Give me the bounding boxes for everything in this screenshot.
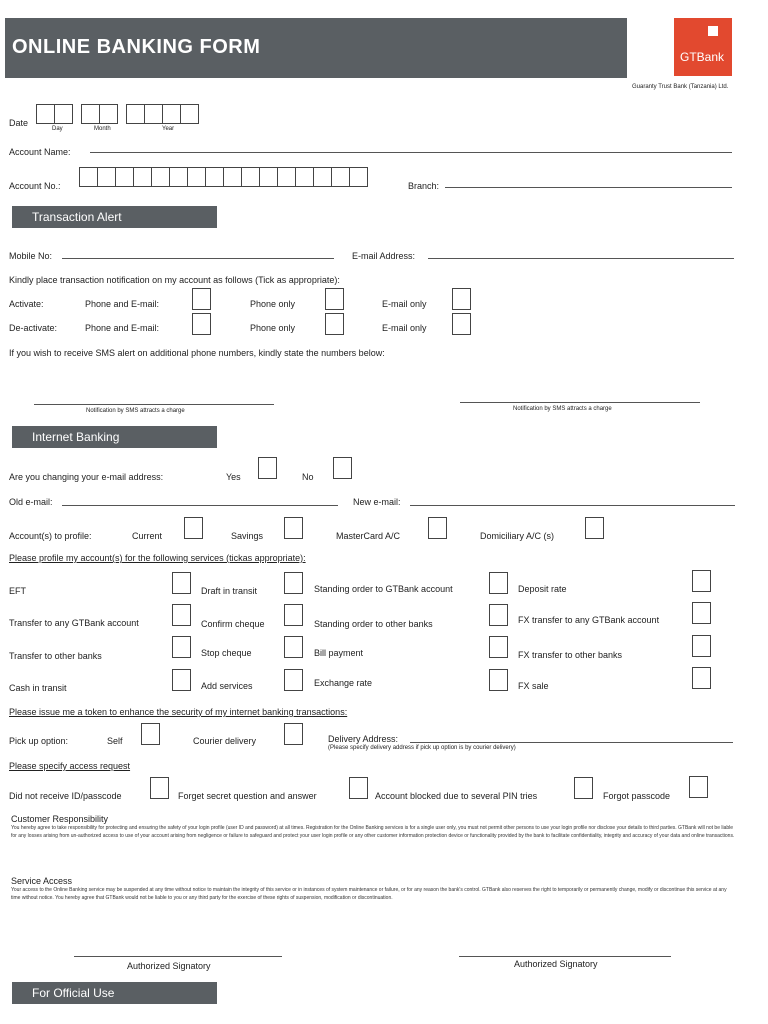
service-access-heading: Service Access bbox=[11, 876, 73, 886]
domiciliary-checkbox[interactable] bbox=[585, 517, 604, 539]
service-stop-cheque-label: Stop cheque bbox=[201, 648, 252, 658]
signature-line-left[interactable] bbox=[74, 956, 282, 957]
service-transfer-gtbank-label: Transfer to any GTBank account bbox=[9, 618, 139, 628]
changing-email-label: Are you changing your e-mail address: bbox=[9, 472, 164, 482]
legal-name: Guaranty Trust Bank (Tanzania) Ltd. bbox=[632, 84, 729, 90]
current-label: Current bbox=[132, 531, 163, 541]
access-heading: Please specify access request bbox=[9, 761, 131, 771]
date-year-boxes[interactable] bbox=[126, 104, 199, 124]
mastercard-label: MasterCard A/C bbox=[336, 531, 401, 541]
service-so-gtbank-checkbox[interactable] bbox=[489, 572, 508, 594]
date-year-caption: Year bbox=[162, 126, 175, 132]
signature-label-left: Authorized Signatory bbox=[127, 961, 211, 971]
section-transaction-alert: Transaction Alert bbox=[12, 206, 217, 228]
gtbank-logo bbox=[674, 18, 732, 76]
yes-checkbox[interactable] bbox=[258, 457, 277, 479]
access-forgot-passcode-label: Forgot passcode bbox=[603, 791, 671, 801]
customer-responsibility-text: You hereby agree to take responsibility for protecting and ensuring the safety of your login profile (user ID and password) at all times. Registration for the Online Banking services is for a single user only, you must not permit other persons to use your login profile nor disclose your details to third parties. GTBank will not be liable for any losses arising from un-authorized access to use of your account arising from negligence or failure to safeguard and protect your user login profile or any other customer information protection device or functionality provided by the bank to facilitate confidentiality, integrity and accuracy of your data and online transactions. bbox=[11, 825, 735, 839]
section-official-use: For Official Use bbox=[12, 982, 217, 1004]
old-email-label: Old e-mail: bbox=[9, 497, 53, 507]
email-label: E-mail Address: bbox=[352, 251, 416, 261]
branch-label: Branch: bbox=[408, 181, 440, 191]
service-draft-transit-checkbox[interactable] bbox=[284, 572, 303, 594]
extra-phone-field-2[interactable] bbox=[460, 402, 700, 403]
mastercard-checkbox[interactable] bbox=[428, 517, 447, 539]
service-transfer-gtbank-checkbox[interactable] bbox=[172, 604, 191, 626]
form-title: ONLINE BANKING FORM bbox=[12, 36, 261, 58]
service-draft-transit-label: Draft in transit bbox=[201, 586, 258, 596]
signature-label-right: Authorized Signatory bbox=[514, 959, 598, 969]
access-no-id-label: Did not receive ID/passcode bbox=[9, 791, 122, 801]
alert-instruction: Kindly place transaction notification on my account as follows (Tick as appropriate): bbox=[9, 275, 340, 285]
courier-label: Courier delivery bbox=[193, 736, 257, 746]
pickup-label: Pick up option: bbox=[9, 736, 69, 746]
savings-checkbox[interactable] bbox=[284, 517, 303, 539]
branch-field[interactable] bbox=[445, 187, 732, 188]
extra-phone-field-1[interactable] bbox=[34, 404, 274, 405]
service-so-other-label: Standing order to other banks bbox=[314, 619, 433, 629]
courier-checkbox[interactable] bbox=[284, 723, 303, 745]
deactivate-phone-email-label: Phone and E-mail: bbox=[85, 323, 160, 333]
domiciliary-label: Domiciliary A/C (s) bbox=[480, 531, 555, 541]
deactivate-phone-email-checkbox[interactable] bbox=[192, 313, 211, 335]
date-month-boxes[interactable] bbox=[81, 104, 118, 124]
service-fx-other-label: FX transfer to other banks bbox=[518, 650, 623, 660]
savings-label: Savings bbox=[231, 531, 264, 541]
current-checkbox[interactable] bbox=[184, 517, 203, 539]
access-forget-secret-checkbox[interactable] bbox=[349, 777, 368, 799]
self-label: Self bbox=[107, 736, 123, 746]
accounts-to-profile-label: Account(s) to profile: bbox=[9, 531, 92, 541]
access-blocked-label: Account blocked due to several PIN tries bbox=[375, 791, 538, 801]
deactivate-label: De-activate: bbox=[9, 323, 58, 333]
service-bill-payment-label: Bill payment bbox=[314, 648, 364, 658]
access-blocked-checkbox[interactable] bbox=[574, 777, 593, 799]
service-fx-gtbank-label: FX transfer to any GTBank account bbox=[518, 615, 660, 625]
activate-phone-only-checkbox[interactable] bbox=[325, 288, 344, 310]
mobile-label: Mobile No: bbox=[9, 251, 53, 261]
sms-charge-note-left: Notification by SMS attracts a charge bbox=[86, 408, 185, 414]
activate-phone-email-checkbox[interactable] bbox=[192, 288, 211, 310]
deactivate-phone-only-label: Phone only bbox=[250, 323, 296, 333]
account-name-field[interactable] bbox=[90, 152, 732, 153]
activate-label: Activate: bbox=[9, 299, 44, 309]
service-add-services-label: Add services bbox=[201, 681, 253, 691]
account-name-label: Account Name: bbox=[9, 147, 71, 157]
self-checkbox[interactable] bbox=[141, 723, 160, 745]
service-cash-transit-label: Cash in transit bbox=[9, 683, 67, 693]
yes-label: Yes bbox=[226, 472, 241, 482]
access-no-id-checkbox[interactable] bbox=[150, 777, 169, 799]
service-exchange-rate-checkbox[interactable] bbox=[489, 669, 508, 691]
service-stop-cheque-checkbox[interactable] bbox=[284, 636, 303, 658]
date-label: Date bbox=[9, 118, 29, 128]
email-field[interactable] bbox=[428, 258, 734, 259]
customer-responsibility-heading: Customer Responsibility bbox=[11, 814, 109, 824]
logo-text: GTBank bbox=[680, 50, 725, 64]
service-so-gtbank-label: Standing order to GTBank account bbox=[314, 584, 453, 594]
service-transfer-other-label: Transfer to other banks bbox=[9, 651, 102, 661]
deactivate-email-only-checkbox[interactable] bbox=[452, 313, 471, 335]
service-confirm-cheque-checkbox[interactable] bbox=[284, 604, 303, 626]
service-fx-other-checkbox[interactable] bbox=[692, 635, 711, 657]
service-eft-checkbox[interactable] bbox=[172, 572, 191, 594]
date-month-caption: Month bbox=[94, 126, 111, 132]
new-email-field[interactable] bbox=[410, 505, 735, 506]
service-fx-sale-label: FX sale bbox=[518, 681, 549, 691]
service-eft-label: EFT bbox=[9, 586, 26, 596]
deactivate-phone-only-checkbox[interactable] bbox=[325, 313, 344, 335]
activate-phone-only-label: Phone only bbox=[250, 299, 296, 309]
service-add-services-checkbox[interactable] bbox=[284, 669, 303, 691]
sms-extra-text: If you wish to receive SMS alert on additional phone numbers, kindly state the numbers below: bbox=[9, 348, 385, 358]
activate-email-only-label: E-mail only bbox=[382, 299, 427, 309]
access-forgot-passcode-checkbox[interactable] bbox=[689, 776, 708, 798]
section-internet-banking: Internet Banking bbox=[12, 426, 217, 448]
no-checkbox[interactable] bbox=[333, 457, 352, 479]
no-label: No bbox=[302, 472, 314, 482]
old-email-field[interactable] bbox=[62, 505, 338, 506]
token-heading: Please issue me a token to enhance the security of my internet banking transactions: bbox=[9, 707, 348, 717]
signature-line-right[interactable] bbox=[459, 956, 671, 957]
service-cash-transit-checkbox[interactable] bbox=[172, 669, 191, 691]
sms-charge-note-right: Notification by SMS attracts a charge bbox=[513, 406, 612, 412]
access-forget-secret-label: Forget secret question and answer bbox=[178, 791, 317, 801]
activate-email-only-checkbox[interactable] bbox=[452, 288, 471, 310]
service-transfer-other-checkbox[interactable] bbox=[172, 636, 191, 658]
service-access-text: Your access to the Online Banking service may be suspended at any time without notice to maintain the integrity of this service or in instances of system maintenance or failure, or for any reason the bank's control. GTBank also reserves the right to temporarily or permanently change, modify or discontinue this service at any time without notice. You hereby agree that GTBank would not be liable to you or any third party for the exercise of these rights of suspension, modification or discontinuation. bbox=[11, 887, 727, 901]
new-email-label: New e-mail: bbox=[353, 497, 401, 507]
service-fx-gtbank-checkbox[interactable] bbox=[692, 602, 711, 624]
delivery-address-label: Delivery Address: bbox=[328, 734, 399, 744]
delivery-address-field[interactable] bbox=[410, 742, 733, 743]
service-deposit-rate-checkbox[interactable] bbox=[692, 570, 711, 592]
services-heading: Please profile my account(s) for the following services (tickas appropriate): bbox=[9, 553, 306, 563]
date-day-boxes[interactable] bbox=[36, 104, 73, 124]
date-day-caption: Day bbox=[52, 126, 63, 132]
service-exchange-rate-label: Exchange rate bbox=[314, 678, 373, 688]
deactivate-email-only-label: E-mail only bbox=[382, 323, 427, 333]
activate-phone-email-label: Phone and E-mail: bbox=[85, 299, 160, 309]
delivery-note: (Please specify delivery address if pick up option is by courier delivery) bbox=[328, 745, 516, 751]
service-bill-payment-checkbox[interactable] bbox=[489, 636, 508, 658]
service-fx-sale-checkbox[interactable] bbox=[692, 667, 711, 689]
service-so-other-checkbox[interactable] bbox=[489, 604, 508, 626]
account-no-boxes[interactable] bbox=[79, 167, 368, 187]
mobile-field[interactable] bbox=[62, 258, 334, 259]
service-deposit-rate-label: Deposit rate bbox=[518, 584, 567, 594]
service-confirm-cheque-label: Confirm cheque bbox=[201, 619, 265, 629]
account-no-label: Account No.: bbox=[9, 181, 61, 191]
